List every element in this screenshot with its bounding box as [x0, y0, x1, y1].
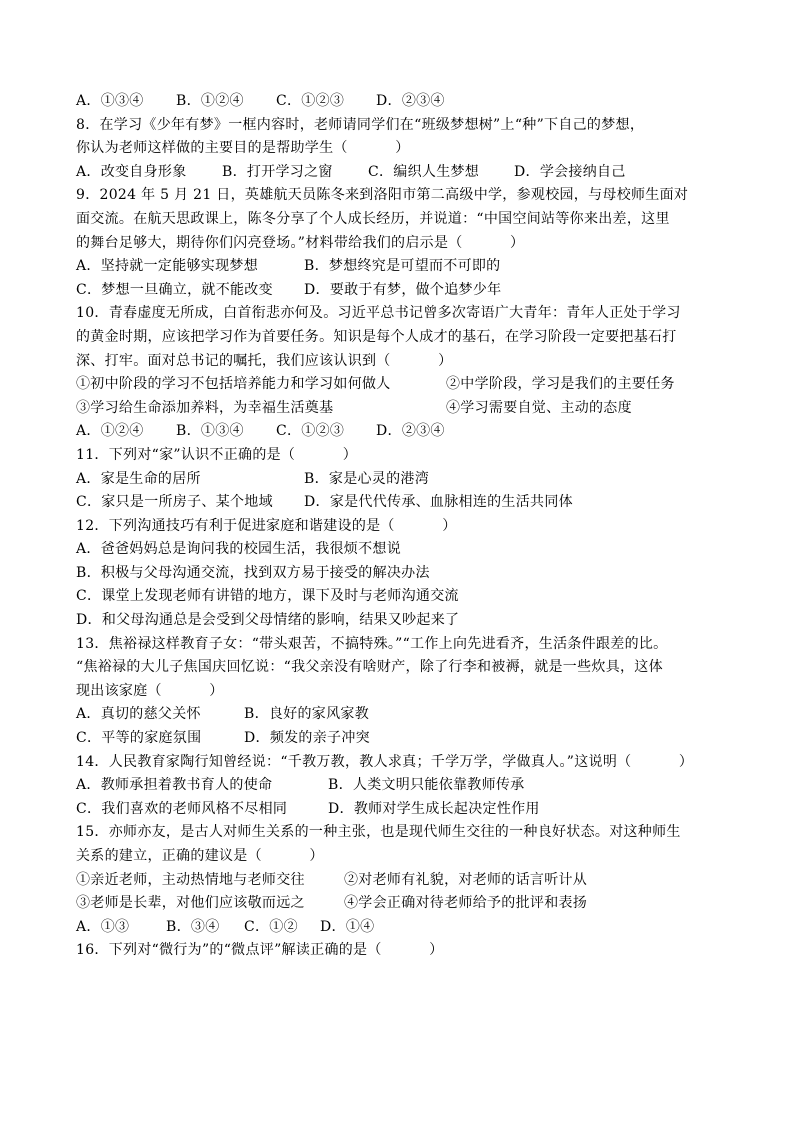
question-10-line-3 — [0, 350, 794, 374]
option-c-line — [0, 585, 794, 609]
question-text: 8．在学习《少年有梦》一框内容时，老师请同学们在“班级梦想树”上“种”下自己的梦想， — [76, 116, 645, 133]
statement-2: ②中学阶段，学习是我们的主要任务 — [446, 376, 675, 393]
question-text: 深、打牢。面对总书记的嘱托，我们应该认识到（ ） — [76, 352, 453, 369]
question-text: 15．亦师亦友，是古人对师生关系的一种主张，也是现代师生交往的一种良好状态。对这种师生 — [76, 824, 681, 841]
option-d: D．②③④ — [376, 93, 445, 109]
option-b: B．①②④ — [176, 93, 244, 109]
option-a: A．①②④ — [76, 423, 144, 440]
line-options-q14-cd — [0, 798, 794, 822]
statement-4: ④学会正确对待老师给予的批评和表扬 — [344, 895, 588, 912]
option-c: C．家只是一所房子、某个地域 — [76, 494, 273, 511]
statement-1: ①初中阶段的学习不包括培养能力和学习如何做人 — [76, 376, 391, 393]
option-b: B．打开学习之窗 — [222, 163, 333, 180]
question-8-line-2 — [0, 137, 794, 161]
question-9-line-3 — [0, 232, 794, 256]
statement-3: ③老师是长辈，对他们应该敬而远之 — [76, 895, 305, 912]
line-options-q11-ab — [0, 468, 794, 492]
option-c: C．梦想一旦确立，就不能改变 — [76, 281, 273, 298]
line-options-q15 — [0, 916, 794, 940]
option-d: D．学会接纳自己 — [514, 163, 626, 180]
question-16-line-1 — [0, 939, 794, 963]
option-c: C．我们喜欢的老师风格不尽相同 — [76, 800, 288, 817]
option-d: D．和父母沟通总是会受到父母情绪的影响，结果又吵起来了 — [76, 612, 460, 629]
line-options-q8 — [0, 161, 794, 185]
question-10-line-2 — [0, 326, 794, 350]
statement-1: ①亲近老师，主动热情地与老师交往 — [76, 871, 305, 888]
question-text: 14．人民教育家陶行知曾经说：“千教万教，教人求真；千学万学，学做真人。”这说明（ ） — [76, 753, 694, 770]
option-b: B．人类文明只能依靠教师传承 — [328, 777, 525, 794]
question-8-line-1 — [0, 114, 794, 138]
line-options-q14-ab — [0, 774, 794, 798]
statements-q10-12 — [0, 373, 794, 397]
statement-4: ④学习需要自觉、主动的态度 — [446, 399, 632, 416]
option-c: C．平等的家庭氛围 — [76, 730, 202, 747]
question-10-line-1 — [0, 302, 794, 326]
question-9-line-2 — [0, 208, 794, 232]
option-c: C．①② — [244, 918, 298, 935]
question-text: 10．青春虚度无所成，白首衔悲亦何及。习近平总书记曾多次寄语广大青年：青年人正处于学习 — [76, 305, 681, 322]
question-13-line-2 — [0, 656, 794, 680]
option-a: A．①③ — [76, 918, 130, 935]
option-c: C．编织人生梦想 — [368, 163, 480, 180]
question-9-line-1 — [0, 184, 794, 208]
exam-page — [0, 90, 794, 963]
question-text: 面交流。在航天思政课上，陈冬分享了个人成长经历，并说道：“中国空间站等你来出差，这里 — [76, 210, 670, 227]
option-a: A．真切的慈父关怀 — [76, 706, 201, 723]
option-b: B．家是心灵的港湾 — [304, 470, 429, 487]
question-text: “焦裕禄的大儿子焦国庆回忆说：“我父亲没有啥财产，除了行李和被褥，就是一些炊具，这体 — [76, 659, 663, 676]
question-text: 关系的建立，正确的建议是（ ） — [76, 848, 324, 864]
option-c: C．课堂上发现老师有讲错的地方，课下及时与老师沟通交流 — [76, 588, 459, 605]
question-text: 的黄金时期，应该把学习作为首要任务。知识是每个人成才的基石，在学习阶段一定要把基石打 — [76, 328, 677, 345]
option-b: B．①③④ — [176, 423, 244, 440]
option-c: C．①②③ — [276, 423, 345, 440]
option-a: A．改变自身形象 — [76, 163, 187, 180]
option-a: A．爸爸妈妈总是询问我的校园生活，我很烦不想说 — [76, 541, 402, 558]
question-text: 12．下列沟通技巧有利于促进家庭和谐建设的是（ ） — [76, 517, 457, 534]
statements-q10-34 — [0, 397, 794, 421]
option-d: D．家是代代传承、血脉相连的生活共同体 — [304, 494, 573, 511]
question-text: 的舞台足够大，期待你们闪亮登场。”材料带给我们的启示是（ ） — [76, 234, 525, 251]
line-options-q9-ab — [0, 255, 794, 279]
question-text: 9．2024 年 5 月 21 日，英雄航天员陈冬来到洛阳市第二高级中学，参观校园，与母校师生面对 — [76, 187, 689, 204]
question-11-line-1 — [0, 444, 794, 468]
option-d: D．要敢于有梦，做个追梦少年 — [304, 281, 502, 298]
option-a: A．家是生命的居所 — [76, 470, 201, 487]
question-13-line-1 — [0, 633, 794, 657]
option-c: C．①②③ — [276, 93, 345, 109]
option-d: D．教师对学生成长起决定性作用 — [328, 800, 540, 817]
option-a: A．教师承担着教书育人的使命 — [76, 777, 273, 794]
line-options-q9-cd — [0, 279, 794, 303]
question-14-line-1 — [0, 751, 794, 775]
option-d: D．频发的亲子冲突 — [244, 730, 370, 747]
question-text: 11．下列对“家”认识不正确的是（ ） — [76, 446, 358, 463]
question-text: 你认为老师这样做的主要目的是帮助学生（ ） — [76, 140, 410, 157]
line-options-q13-cd — [0, 727, 794, 751]
option-b-line — [0, 562, 794, 586]
question-text: 现出该家庭（ ） — [76, 682, 224, 699]
option-a-line — [0, 538, 794, 562]
statement-2: ②对老师有礼貌，对老师的话言听计从 — [344, 871, 588, 888]
line-options-q13-ab — [0, 703, 794, 727]
question-13-line-3 — [0, 680, 794, 704]
statement-3: ③学习给生命添加养料，为幸福生活奠基 — [76, 399, 334, 416]
question-text: 16．下列对“微行为”的“微点评”解读正确的是（ ） — [76, 942, 444, 959]
option-b: B．积极与父母沟通交流，找到双方易于接受的解决办法 — [76, 564, 430, 581]
option-b: B．③④ — [166, 918, 220, 935]
option-b: B．良好的家风家教 — [244, 706, 369, 723]
option-d: D．①④ — [320, 918, 375, 935]
option-d-line — [0, 609, 794, 633]
option-a: A．①③④ — [76, 93, 144, 109]
question-text: 13．焦裕禄这样教育子女：“带头艰苦，不搞特殊。”“工作上向先进看齐，生活条件跟差的比。 — [76, 635, 668, 652]
line-options-q7 — [0, 90, 794, 114]
question-15-line-2 — [0, 845, 794, 869]
option-a: A．坚持就一定能够实现梦想 — [76, 258, 259, 275]
option-d: D．②③④ — [376, 423, 445, 440]
line-options-q11-cd — [0, 491, 794, 515]
question-15-line-1 — [0, 821, 794, 845]
question-12-line-1 — [0, 515, 794, 539]
option-b: B．梦想终究是可望而不可即的 — [304, 258, 501, 275]
line-options-q10 — [0, 420, 794, 444]
statements-q15-12 — [0, 869, 794, 893]
statements-q15-34 — [0, 892, 794, 916]
